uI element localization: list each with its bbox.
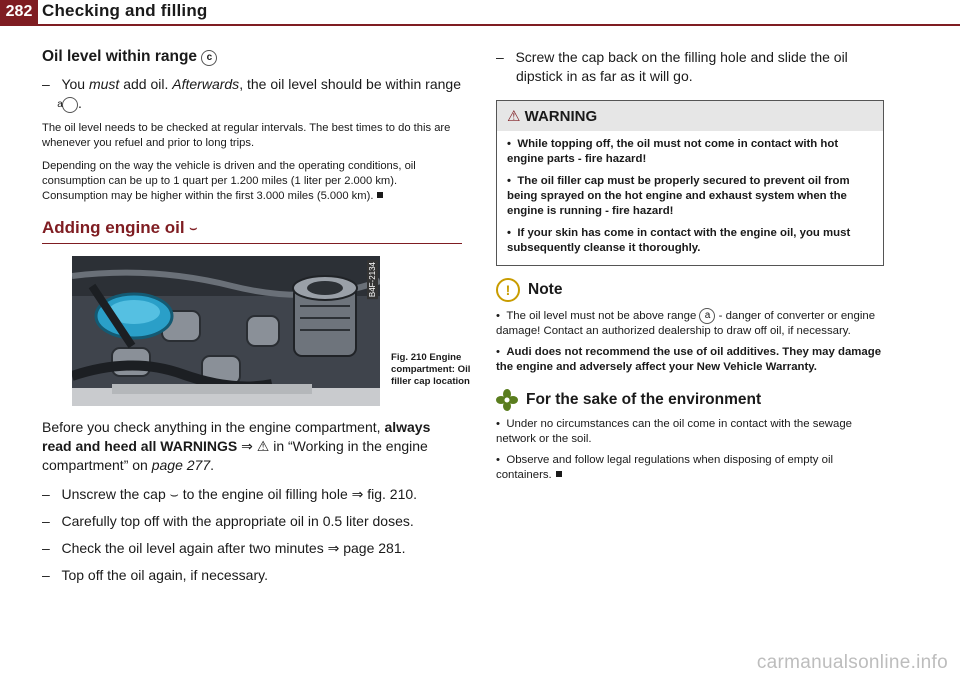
figure-caption: Fig. 210 Engine compartment: Oil filler cap location <box>391 352 471 387</box>
engine-compartment-photo <box>72 256 380 406</box>
engine-illustration <box>72 256 380 406</box>
page-number: 282 <box>0 0 38 24</box>
adding-step-1: – Unscrew the cap ⌣ to the engine oil filling hole ⇒ fig. 210. <box>42 486 418 502</box>
warning-header: ⚠ WARNING <box>497 101 883 131</box>
figure-code: B4F-2134 <box>368 262 377 298</box>
warning-triangle-icon: ⚠ <box>507 108 521 125</box>
leaf-icon <box>496 389 518 411</box>
warning-item: • If your skin has come in contact with the engine oil, you must subsequently cleanse it thoroughly. <box>507 227 851 254</box>
oil-check-interval-text: The oil level needs to be checked at regular intervals. The best times to do this are whenever you refuel and prior to long trips. <box>42 122 451 149</box>
adding-oil-heading: Adding engine oil ⌣ <box>42 218 198 237</box>
warning-item: • While topping off, the oil must not come in contact with hot engine parts - fire hazard! <box>507 138 839 165</box>
adding-step-2: – Carefully top off with the appropriate oil in 0.5 liter doses. <box>42 513 414 529</box>
watermark: carmanualsonline.info <box>756 652 948 673</box>
warning-box <box>496 100 884 266</box>
environment-item-1: • Under no circumstances can the oil come in contact with the sewage network or the soil. <box>496 418 853 445</box>
oil-consumption-text: Depending on the way the vehicle is driven and the operating conditions, oil consumption can be up to 1 quart per 1.200 miles (1 liter per 2.000 km). Consumption may be higher within the first 3.000 miles (5.000 km). <box>42 160 416 202</box>
adding-intro: Before you check anything in the engine compartment, always read and heed all WARNINGS ⇒ ⚠ in “Working in the engine compartment” on page 277. <box>42 419 431 473</box>
right-column <box>496 48 884 489</box>
range-c-marker: c <box>201 50 217 66</box>
warning-body <box>497 131 883 265</box>
note-item-1: • The oil level must not be above range a - danger of converter or engine damage! Contact an authorized dealership to draw off oil, if necessary. <box>496 310 876 337</box>
screw-cap-step: – Screw the cap back on the filling hole and slide the oil dipstick in as far as it will go. <box>496 49 848 84</box>
note-item-2: • Audi does not recommend the use of oil additives. They may damage the engine and adversely affect your New Vehicle Warranty. <box>496 346 882 373</box>
range-a-marker: a <box>699 308 715 324</box>
adding-oil-section-head <box>42 218 462 244</box>
oil-range-heading: Oil level within range c <box>42 48 462 66</box>
oil-range-step: – You must add oil. Afterwards, the oil level should be within range a . <box>42 76 461 111</box>
warning-item: • The oil filler cap must be properly secured to prevent oil from being sprayed on the hot engine and exhaust system when the engine is running - fire hazard! <box>507 175 850 217</box>
note-heading: ! Note <box>496 278 884 302</box>
adding-step-4: – Top off the oil again, if necessary. <box>42 567 268 583</box>
header-rule <box>0 24 960 26</box>
figure-210 <box>42 256 471 406</box>
environment-item-2: • Observe and follow legal regulations when disposing of empty oil containers. <box>496 454 834 481</box>
left-column <box>42 48 471 593</box>
end-mark <box>556 471 562 477</box>
page-header-title: Checking and filling <box>42 1 208 20</box>
end-mark <box>377 192 383 198</box>
note-icon: ! <box>496 278 520 302</box>
adding-step-3: – Check the oil level again after two minutes ⇒ page 281. <box>42 540 406 556</box>
oil-can-icon: ⌣ <box>189 221 198 235</box>
environment-heading: For the sake of the environment <box>496 389 884 411</box>
range-a-marker: a <box>62 97 78 113</box>
